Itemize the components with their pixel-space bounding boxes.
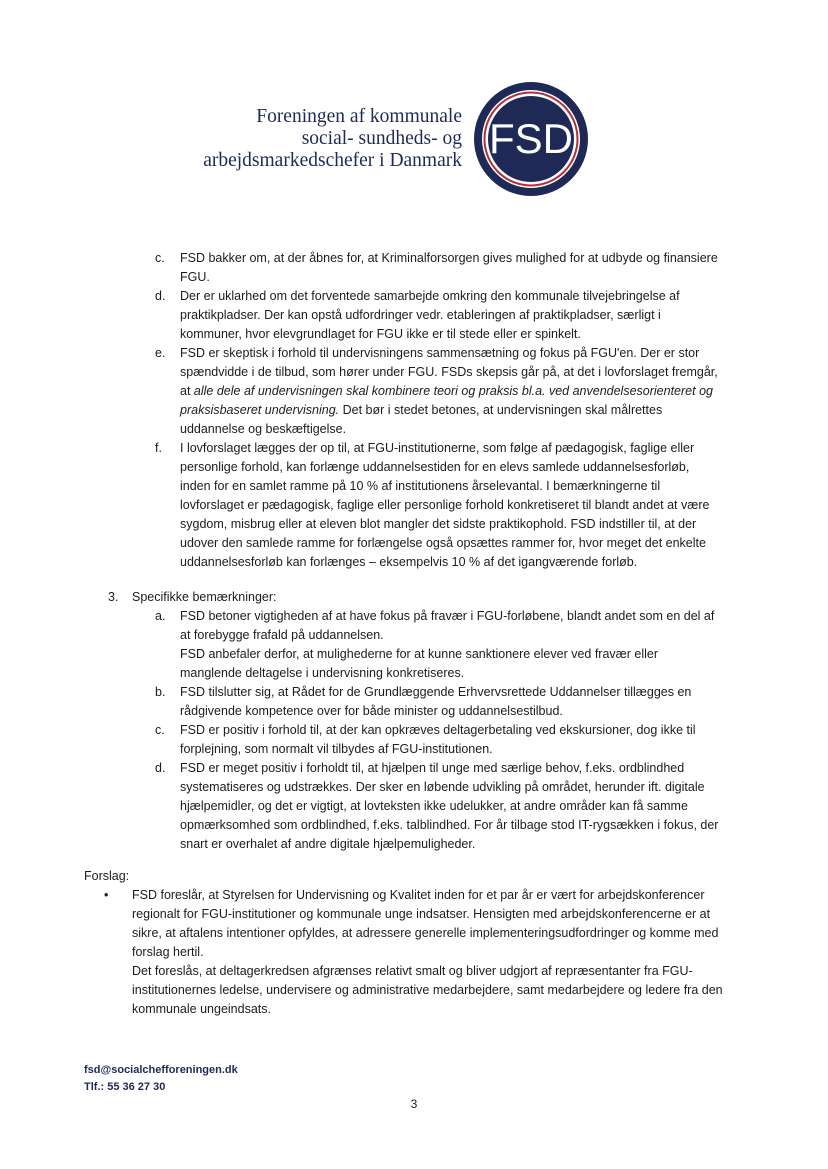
list-item-text: FSD er meget positiv i forholdt til, at hjælpen til unge med særlige behov, f.eks. ordblindhed systematiseres og udstrækkes. Der sker en løbende udvikling på området, herunder ift. digitale hjælpemidler, og det er vigtigt, at lovteksten ikke udelukker, at andre områder kan få samme opmærksomhed som ordblindhed, f.eks. talblindhed. For år tilbage stod IT-rygsækken i fokus, der snart er overhalet af andre digitale hjælpemuligheder.: [180, 761, 719, 851]
list-marker: c.: [155, 251, 165, 265]
logo-text: FSD: [489, 115, 573, 162]
list-marker: f.: [155, 441, 162, 455]
org-name-line-1: Foreningen af kommunale: [256, 106, 462, 127]
list-item-text: Der er uklarhed om det forventede samarbejde omkring den kommunale tilvejebringelse af praktikpladser. Der kan opstå udfordringer vedr. etableringen af praktikpladser, særligt i kommuner, hvor elevgrundlaget for FGU ikke er til stede eller er spinkelt.: [180, 289, 680, 341]
forslag-paragraph-1: FSD foreslår, at Styrelsen for Undervisning og Kvalitet inden for et par år er vært for arbejdskonferencer regionalt for FGU-institutioner og kommunale unge indsatser. Hensigten med arbejdskonferencerne er at sikre, at aftalens intentioner opfyldes, at adressere generelle implementeringsudfordringer og komme med forslag hertil.: [132, 888, 719, 959]
list-item-d: [155, 287, 723, 344]
organization-name: [203, 106, 462, 172]
footer-phone: Tlf.: 55 36 27 30: [84, 1081, 166, 1093]
section-number: 3.: [108, 590, 119, 604]
list-item-text: FSD tilslutter sig, at Rådet for de Grundlæggende Erhvervsrettede Uddannelser tillægges en rådgivende kompetence over for både minister og uddannelsestilbud.: [180, 685, 692, 718]
letterhead: [0, 80, 828, 210]
list-item-text: FSD er positiv i forhold til, at der kan opkræves deltagerbetaling ved ekskursioner, dog ikke til forplejning, som normalt vil tilbydes af FGU-institutionen.: [180, 723, 696, 756]
document-body: [0, 249, 828, 1019]
bullet-marker: •: [104, 888, 109, 902]
italic-quote: alle dele af undervisningen skal kombinere teori og praksis bl.a. ved anvendelsesorienteret og praksisbaseret undervisning.: [180, 384, 713, 417]
section-item-c: [155, 721, 723, 759]
section-item-b: [155, 683, 723, 721]
list-item-e: [155, 344, 723, 439]
list-marker: e.: [155, 346, 166, 360]
forslag-paragraph-2: Det foreslås, at deltagerkredsen afgrænses relativt smalt og bliver udgjort af repræsentanter fra FGU-institutionernes ledelse, undervisere og administrative medarbejdere, samt medarbejdere og ledere fra den kommunale ungeindsats.: [132, 964, 723, 1016]
section-heading: [108, 588, 828, 607]
text-after: Det bør i stedet betones, at undervisningen skal målrettes uddannelse og beskæftigelse.: [180, 403, 663, 436]
org-name-line-2: social- sundheds- og: [301, 128, 462, 149]
list-marker: d.: [155, 761, 166, 775]
text-before: FSD er skeptisk i forhold til undervisningens sammensætning og fokus på FGU'en. Der er stor spændvidde i de tilbud, som hører under FGU. FSDs skepsis går på, at det i lovforslaget fremgår, at: [180, 346, 718, 398]
footer-contact: [84, 1062, 238, 1096]
list-item-text: I lovforslaget lægges der op til, at FGU-institutionerne, som følge af pædagogisk, faglige eller personlige forhold, kan forlænge uddannelsestiden for en elevs samlede uddannelsesforløb, inden for en samlet ramme på 10 % af institutionens årselevantal. I bemærkningerne til lovforslaget er pædagogisk, faglige eller personlige forhold konkretiseret til blandt andet at være sygdom, misbrug eller at eleven blot mangler det sidste praktikophold. FSD indstiller til, at der udover den samlede ramme for forlængelse også opsættes rammer for, hvor meget det enkelte uddannelsesforløb kan forlænges – eksempelvis 10 % af det igangværende forløb.: [180, 441, 710, 569]
footer-email[interactable]: fsd@socialchefforeningen.dk: [84, 1064, 238, 1076]
list-marker: b.: [155, 685, 166, 699]
list-item-c: [155, 249, 723, 287]
page-number: 3: [410, 1097, 418, 1111]
list-item-text: FSD betoner vigtigheden af at have fokus på fravær i FGU-forløbene, blandt andet som en del af at forebygge frafald på uddannelsen.: [180, 609, 715, 642]
list-item-text: [180, 344, 723, 439]
list-marker: d.: [155, 289, 166, 303]
list-item-f: [155, 439, 723, 572]
forslag-bullet: [104, 886, 723, 1019]
fsd-logo: [472, 80, 590, 198]
section-item-a: [155, 607, 723, 683]
forslag-heading: Forslag:: [84, 869, 130, 883]
list-item-text-2: FSD anbefaler derfor, at mulighederne for at kunne sanktionere elever ved fravær eller manglende deltagelse i undervisning konkretiseres.: [180, 647, 659, 680]
list-item-text: FSD bakker om, at der åbnes for, at Kriminalforsorgen gives mulighed for at udbyde og finansiere FGU.: [180, 251, 718, 284]
list-marker: c.: [155, 723, 165, 737]
list-marker: a.: [155, 609, 166, 623]
org-name-line-3: arbejdsmarkedschefer i Danmark: [203, 150, 462, 171]
section-title: Specifikke bemærkninger:: [132, 590, 277, 604]
section-item-d: [155, 759, 723, 854]
